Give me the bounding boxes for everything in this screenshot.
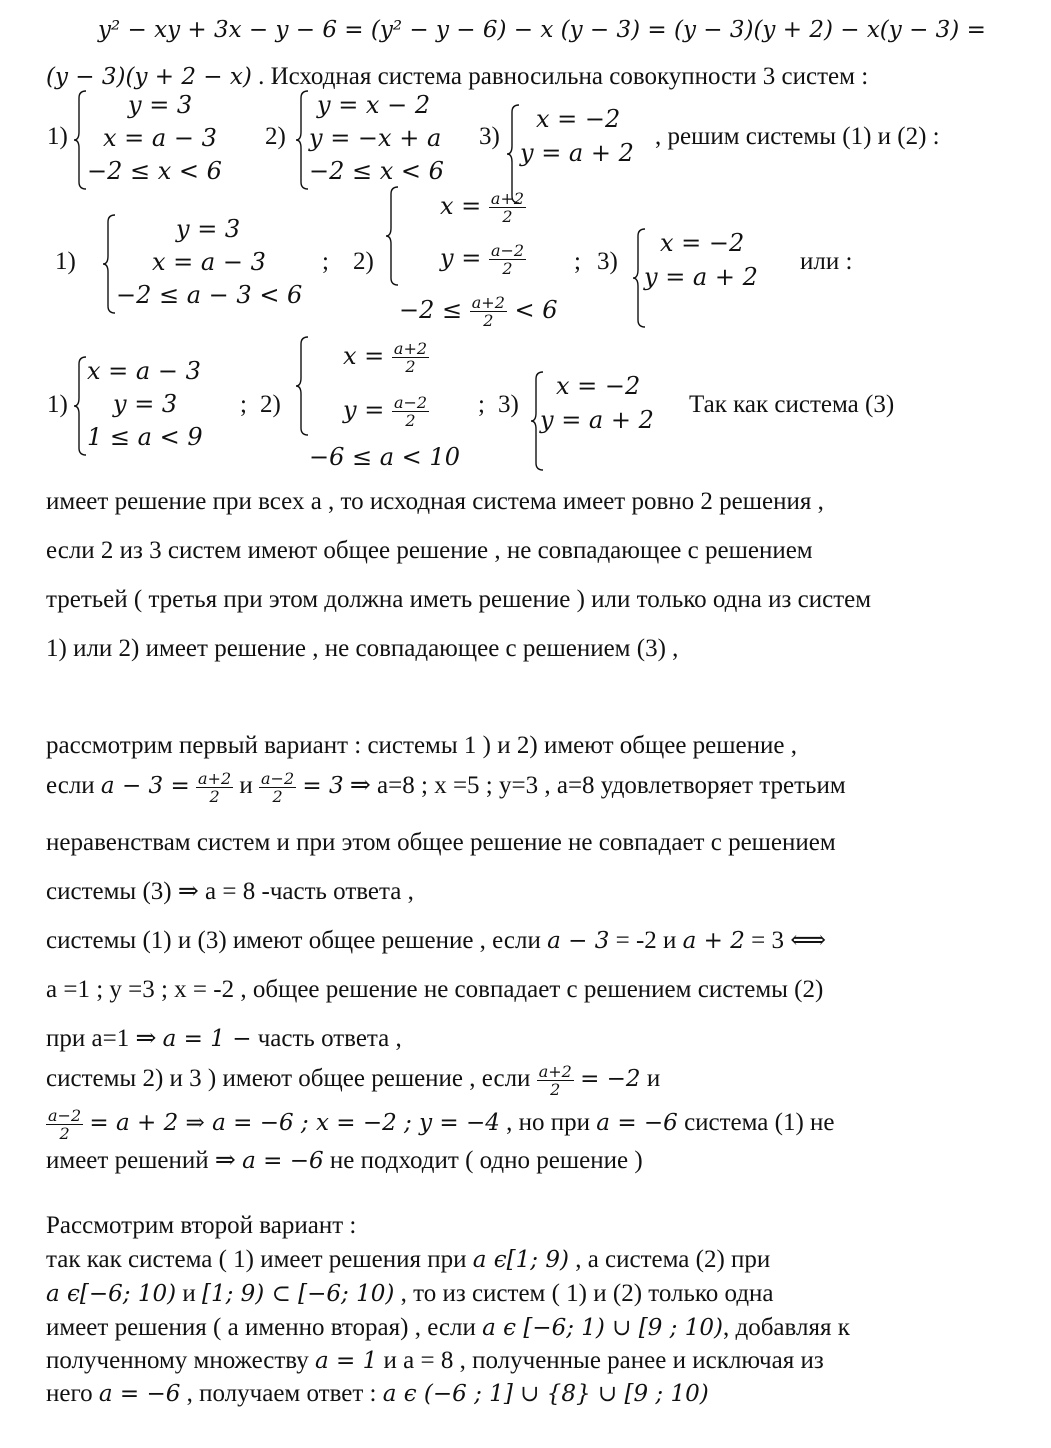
system-row: x = $\frac{a+2}{2}$ xyxy=(440,189,525,226)
system-row: y = 3 xyxy=(113,390,178,418)
paragraph-line: системы (3) ⇒ a = 8 -часть ответа , xyxy=(46,878,414,905)
separator: ; xyxy=(240,391,247,418)
system-row: y = a + 2 xyxy=(644,263,758,291)
fraction: $\frac{a-2}{2}$ xyxy=(490,241,525,278)
fraction: $\frac{a+2}{2}$ xyxy=(198,768,232,806)
block1-system-3 xyxy=(506,104,646,170)
block3-system-3 xyxy=(530,371,680,437)
system-row: y = 3 xyxy=(128,91,193,119)
system-row: x = a − 3 xyxy=(87,357,201,385)
block2-sys3-label: 3) xyxy=(597,248,618,275)
paragraph-line: если a − 3 = $\frac{a+2}{2}$ и $\frac{a-2}{2}$ = 3 ⇒ a=8 ; x =5 ; y=3 , a=8 удовлетворяет третьим xyxy=(46,768,846,806)
system-row: −2 ≤ x < 6 xyxy=(309,157,444,185)
brace-icon xyxy=(295,90,309,190)
separator: ; xyxy=(322,248,329,275)
paragraph-line: при a=1 ⇒ a = 1 − часть ответа , xyxy=(46,1025,402,1052)
paragraph-line: имеет решение при всех а , то исходная система имеет ровно 2 решения , xyxy=(46,488,824,515)
paragraph-line: a =1 ; y =3 ; x = -2 , общее решение не совпадает с решением системы (2) xyxy=(46,976,824,1003)
block2-tail: или : xyxy=(800,248,853,275)
separator: ; xyxy=(574,248,581,275)
paragraph-line: системы 2) и 3 ) имеют общее решение , если $\frac{a+2}{2}$ = −2 и xyxy=(46,1061,661,1099)
system-row: y = $\frac{a-2}{2}$ xyxy=(343,393,428,430)
fraction: $\frac{a+2}{2}$ xyxy=(490,189,525,226)
fraction: $\frac{a+2}{2}$ xyxy=(393,339,428,376)
equivalence-statement: . Исходная система равносильна совокупности 3 систем : xyxy=(258,63,869,90)
block1-sys2-label: 2) xyxy=(265,123,286,150)
system-row: y = $\frac{a-2}{2}$ xyxy=(440,241,525,278)
block3-sys2-label: 2) xyxy=(260,391,281,418)
paragraph-line: системы (1) и (3) имеют общее решение , если a − 3 = -2 и a + 2 = 3 ⟺ xyxy=(46,927,827,954)
fraction: $\frac{a+2}{2}$ xyxy=(538,1061,572,1099)
block3-system-1 xyxy=(73,356,233,454)
block3-sys1-label: 1) xyxy=(47,391,68,418)
brace-icon xyxy=(385,186,399,286)
system-row: 1 ≤ a < 9 xyxy=(87,423,203,451)
fraction: $\frac{a-2}{2}$ xyxy=(48,1105,82,1143)
system-row: x = −2 xyxy=(536,105,621,133)
system-row: y = x − 2 xyxy=(317,91,431,119)
system-row: y = 3 xyxy=(176,215,241,243)
paragraph-line: рассмотрим первый вариант : системы 1 ) и 2) имеют общее решение , xyxy=(46,732,797,759)
block1-sys3-label: 3) xyxy=(479,123,500,150)
system-row: y = a + 2 xyxy=(520,139,634,167)
system-row: x = a − 3 xyxy=(152,248,266,276)
system-row: −2 ≤ x < 6 xyxy=(87,157,222,185)
fraction: $\frac{a-2}{2}$ xyxy=(393,393,428,430)
equation-line-1: y² − xy + 3x − y − 6 = (y² − y − 6) − x (y − 3) = (y − 3)(y + 2) − x(y − 3) = xyxy=(98,17,986,43)
separator: ; xyxy=(478,391,485,418)
block2-sys2-label: 2) xyxy=(353,248,374,275)
block3-sys3-label: 3) xyxy=(498,391,519,418)
block1-system-1 xyxy=(73,90,273,188)
system-row: x = a − 3 xyxy=(103,124,217,152)
system-row: y = a + 2 xyxy=(540,406,654,434)
paragraph-line: имеет решений ⇒ a = −6 не подходит ( одно решение ) xyxy=(46,1147,643,1174)
paragraph-line: неравенствам систем и при этом общее решение не совпадает с решением xyxy=(46,829,836,856)
block1-sys1-label: 1) xyxy=(47,123,68,150)
block3-system-2 xyxy=(295,336,485,470)
block2-sys1-label: 1) xyxy=(55,248,76,275)
fraction: $\frac{a+2}{2}$ xyxy=(471,293,505,330)
paragraph-line: $\frac{a-2}{2}$ = a + 2 ⇒ a = −6 ; x = −2 ; y = −4 , но при a = −6 система (1) не xyxy=(48,1105,835,1143)
system-row: −6 ≤ a < 10 xyxy=(309,443,460,471)
system-row: y = −x + a xyxy=(309,124,442,152)
system-row: x = −2 xyxy=(556,372,641,400)
system-row: −2 ≤ a − 3 < 6 xyxy=(116,281,303,309)
paragraph-line: если 2 из 3 систем имеют общее решение , не совпадающее с решением xyxy=(46,537,813,564)
paragraph-line: так как система ( 1) имеет решения при a ϵ[1; 9) , а система (2) при xyxy=(46,1246,771,1273)
block1-tail: , решим системы (1) и (2) : xyxy=(655,123,940,150)
system-row: −2 ≤ $\frac{a+2}{2}$ < 6 xyxy=(399,293,558,330)
factored-expression: (y − 3)(y + 2 − x) xyxy=(46,64,252,90)
brace-icon xyxy=(73,90,87,190)
block1-system-2 xyxy=(295,90,465,188)
equation-line-2 xyxy=(46,62,868,92)
brace-icon xyxy=(73,356,87,456)
paragraph-line: имеет решения ( а именно вторая) , если a ϵ [−6; 1) ∪ [9 ; 10), добавляя к xyxy=(46,1314,850,1341)
block2-system-2 xyxy=(385,186,585,336)
system-row: x = −2 xyxy=(660,229,745,257)
block2-system-3 xyxy=(632,228,782,294)
paragraph-line: a ϵ[−6; 10) и [1; 9) ⊂ [−6; 10) , то из систем ( 1) и (2) только одна xyxy=(46,1280,774,1307)
paragraph-line: третьей ( третья при этом должна иметь решение ) или только одна из систем xyxy=(46,586,872,613)
block3-tail: Так как система (3) xyxy=(689,391,895,418)
paragraph-line: него a = −6 , получаем ответ : a ϵ (−6 ; 1] ∪ {8} ∪ [9 ; 10) xyxy=(46,1380,709,1407)
paragraph-line: Рассмотрим второй вариант : xyxy=(46,1212,357,1239)
system-row: x = $\frac{a+2}{2}$ xyxy=(343,339,428,376)
paragraph-line: полученному множеству a = 1 и а = 8 , полученные ранее и исключая из xyxy=(46,1347,824,1374)
block2-system-1 xyxy=(102,214,317,312)
brace-icon xyxy=(295,336,309,436)
paragraph-line: 1) или 2) имеет решение , не совпадающее с решением (3) , xyxy=(46,635,679,662)
fraction: $\frac{a-2}{2}$ xyxy=(261,768,295,806)
brace-icon xyxy=(102,214,116,314)
